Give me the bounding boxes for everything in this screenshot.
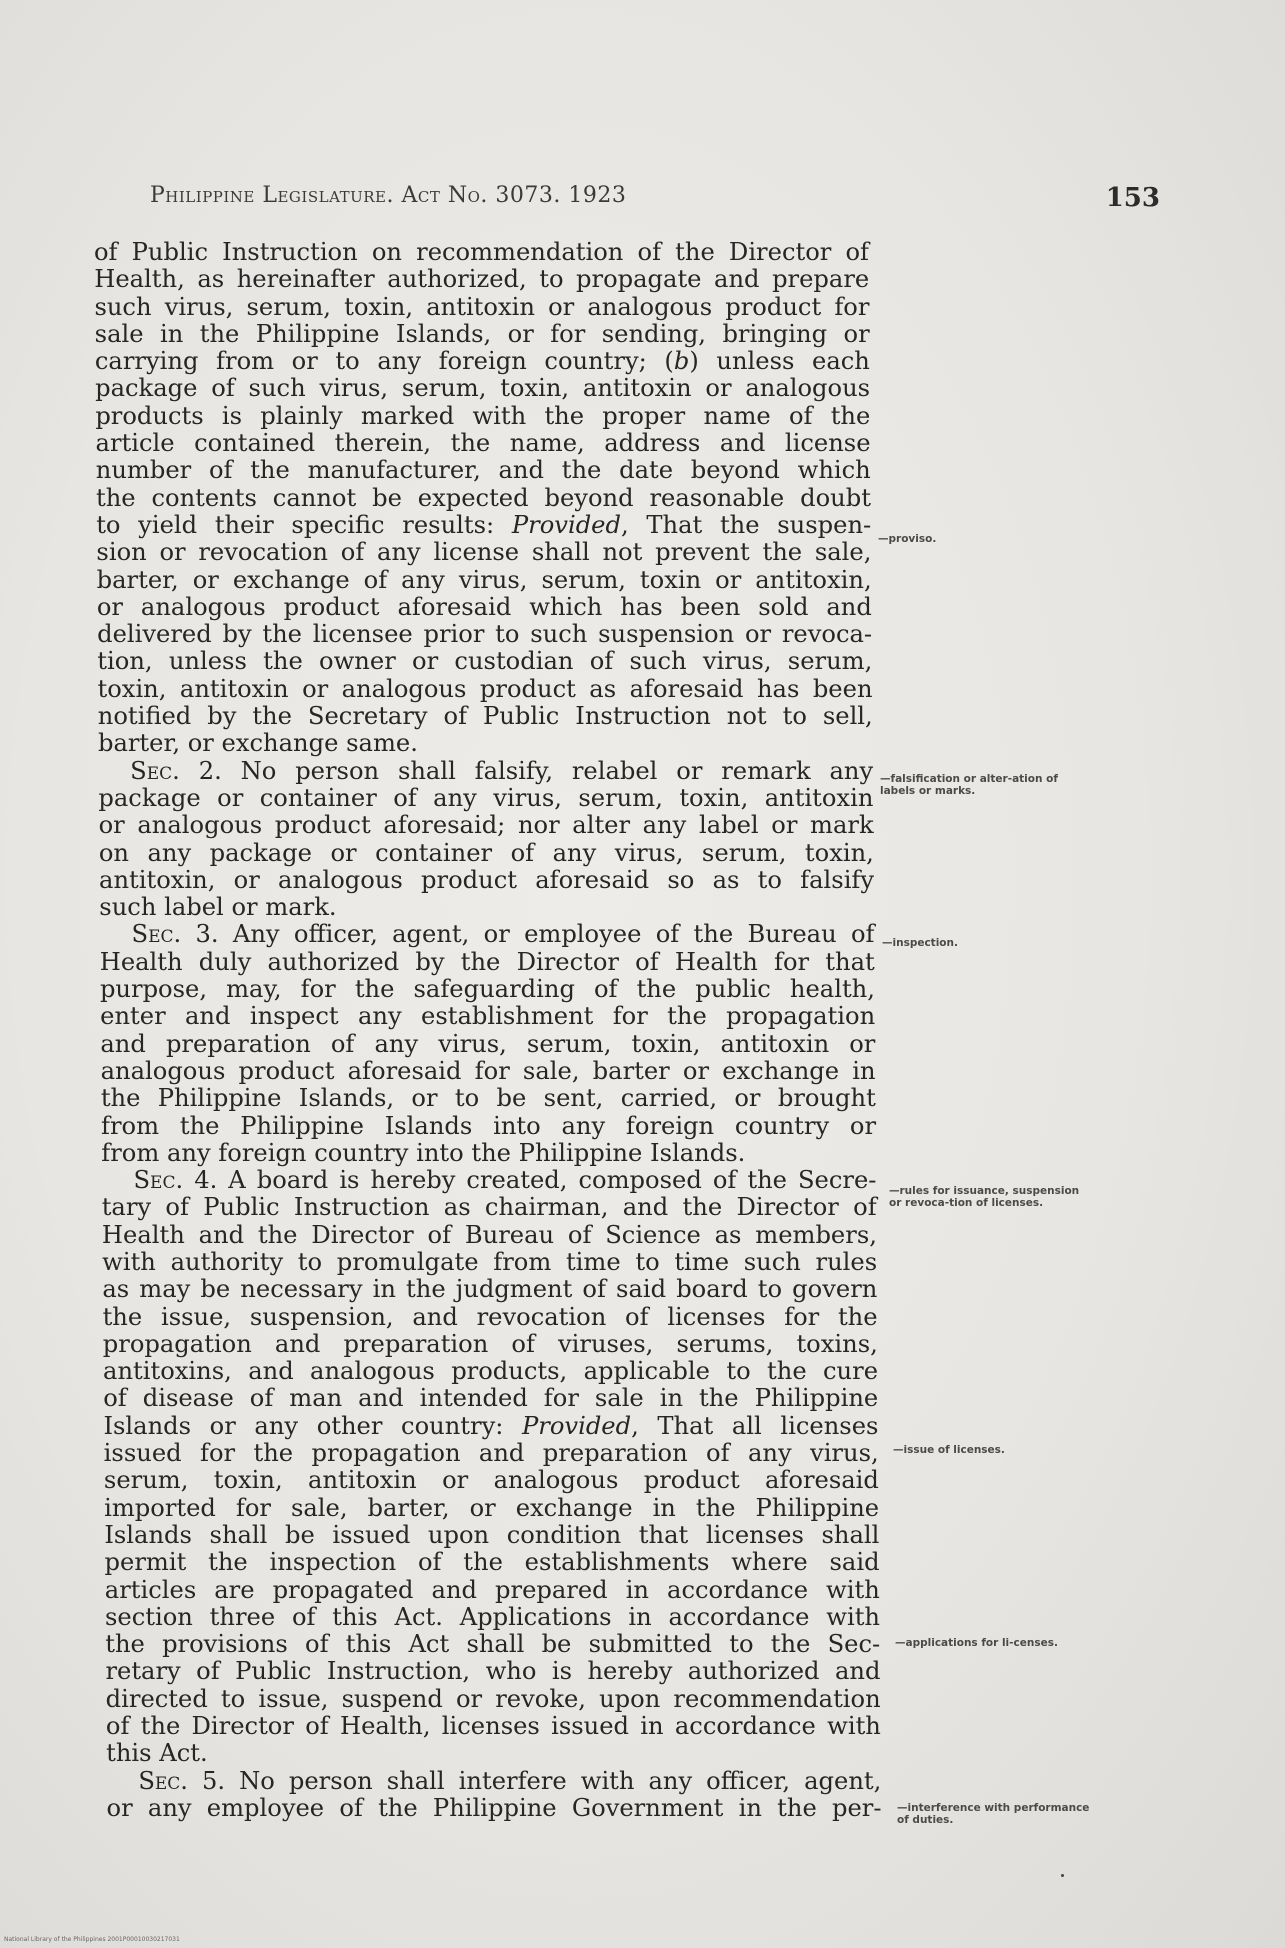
body-text: [94, 238, 882, 1822]
text-line: Sec. 2. No person shall falsify, relabel or remark any: [130, 756, 874, 785]
text-line: directed to issue, suspend or revoke, upon recommendation: [105, 1684, 881, 1713]
text-line: the Philippine Islands, or to be sent, carried, or brought: [100, 1084, 876, 1113]
text-line: article contained therein, the name, address and license: [95, 429, 871, 458]
text-line: from the Philippine Islands into any foreign country or: [101, 1111, 877, 1140]
text-line: antitoxin, or analogous product aforesaid so as to falsify: [99, 865, 875, 894]
text-line: delivered by the licensee prior to such suspension or revoca-: [97, 620, 873, 649]
text-line: purpose, may, for the safeguarding of the public health,: [99, 975, 875, 1004]
text-line: retary of Public Instruction, who is hereby authorized and: [105, 1657, 881, 1686]
text-line: to yield their specific results: Provided, That the suspen-: [96, 510, 872, 539]
text-line: Sec. 3. Any officer, agent, or employee of the Bureau of: [131, 920, 875, 949]
text-line: this Act.: [106, 1739, 208, 1768]
text-line: such label or mark.: [99, 893, 337, 922]
text-line: the issue, suspension, and revocation of licenses for the: [102, 1302, 878, 1331]
text-line: articles are propagated and prepared in accordance with: [104, 1575, 880, 1604]
margin-note-issue: —issue of licenses.: [893, 1444, 1005, 1456]
text-line: barter, or exchange of any virus, serum, toxin or antitoxin,: [96, 565, 872, 594]
text-line: Islands shall be issued upon condition that licenses shall: [104, 1520, 880, 1549]
text-line: or analogous product aforesaid which has been sold and: [96, 592, 872, 621]
text-line: as may be necessary in the judgment of said board to govern: [102, 1275, 878, 1304]
text-line: the provisions of this Act shall be submitted to the Sec-: [105, 1630, 881, 1659]
text-line: sale in the Philippine Islands, or for sending, bringing or: [94, 319, 870, 348]
margin-note-inspection: —inspection.: [882, 937, 958, 949]
text-line: notified by the Secretary of Public Instruction not to sell,: [97, 702, 873, 731]
running-head: Philippine Legislature. Act No. 3073. 1923: [150, 183, 627, 208]
page-number: 153: [1105, 183, 1160, 213]
text-line: Sec. 4. A board is hereby created, composed of the Secre-: [133, 1166, 877, 1195]
text-line: Islands or any other country: Provided, That all licenses: [103, 1411, 879, 1440]
margin-note-interference: —interference with performance of duties.: [897, 1802, 1090, 1826]
text-line: analogous product aforesaid for sale, barter or exchange in: [100, 1056, 876, 1085]
text-line: issued for the propagation and preparation of any virus,: [103, 1439, 879, 1468]
text-line: of Public Instruction on recommendation of the Director of: [94, 238, 869, 266]
text-line: or any employee of the Philippine Government in the per-: [106, 1793, 882, 1822]
text-line: on any package or container of any virus, serum, toxin,: [98, 838, 874, 867]
margin-note-falsification: —falsification or alter-ation of labels or marks.: [880, 773, 1058, 797]
scan-credit: National Library of the Philippines 2001P00010030217031: [4, 1936, 180, 1943]
text-line: Sec. 5. No person shall interfere with any officer, agent,: [138, 1766, 882, 1795]
text-line: toxin, antitoxin or analogous product as aforesaid has been: [97, 674, 873, 703]
text-line: Health and the Director of Bureau of Science as members,: [101, 1220, 877, 1249]
text-line: barter, or exchange same.: [97, 729, 418, 758]
text-line: the contents cannot be expected beyond reasonable doubt: [95, 483, 871, 512]
text-line: carrying from or to any foreign country; (b) unless each: [94, 347, 870, 376]
text-line: package of such virus, serum, toxin, antitoxin or analogous: [95, 374, 871, 403]
text-line: such virus, serum, toxin, antitoxin or analogous product for: [94, 292, 870, 321]
page-header: [150, 183, 1160, 217]
text-line: number of the manufacturer, and the date beyond which: [95, 456, 871, 485]
text-line: of the Director of Health, licenses issued in accordance with: [105, 1712, 881, 1741]
text-line: Health duly authorized by the Director of Health for that: [99, 947, 875, 976]
text-line: enter and inspect any establishment for the propagation: [100, 1002, 876, 1031]
text-line: of disease of man and intended for sale in the Philippine: [103, 1384, 879, 1413]
text-line: and preparation of any virus, serum, toxin, antitoxin or: [100, 1029, 876, 1058]
text-line: with authority to promulgate from time to time such rules: [102, 1247, 878, 1276]
text-line: from any foreign country into the Philippine Islands.: [101, 1138, 746, 1167]
text-line: permit the inspection of the establishments where said: [104, 1548, 880, 1577]
text-line: or analogous product aforesaid; nor alter any label or mark: [98, 811, 874, 840]
text-line: package or container of any virus, serum, toxin, antitoxin: [98, 783, 874, 812]
text-line: imported for sale, barter, or exchange in the Philippine: [104, 1493, 880, 1522]
speck-mark: [1061, 1874, 1064, 1877]
text-line: Health, as hereinafter authorized, to propagate and prepare: [94, 265, 870, 294]
text-line: propagation and preparation of viruses, serums, toxins,: [102, 1329, 878, 1358]
text-line: section three of this Act. Applications in accordance with: [105, 1602, 880, 1631]
margin-note-rules: —rules for issuance, suspension or revoca-tion of licenses.: [889, 1185, 1080, 1209]
margin-note-applications: —applications for li-censes.: [895, 1637, 1058, 1649]
text-line: tion, unless the owner or custodian of such virus, serum,: [97, 647, 873, 676]
text-line: serum, toxin, antitoxin or analogous product aforesaid: [103, 1466, 879, 1495]
margin-note-proviso: —proviso.: [878, 533, 937, 545]
text-line: antitoxins, and analogous products, applicable to the cure: [103, 1357, 879, 1386]
text-line: sion or revocation of any license shall not prevent the sale,: [96, 538, 872, 567]
text-line: products is plainly marked with the proper name of the: [95, 401, 871, 430]
text-line: tary of Public Instruction as chairman, and the Director of: [101, 1193, 877, 1222]
